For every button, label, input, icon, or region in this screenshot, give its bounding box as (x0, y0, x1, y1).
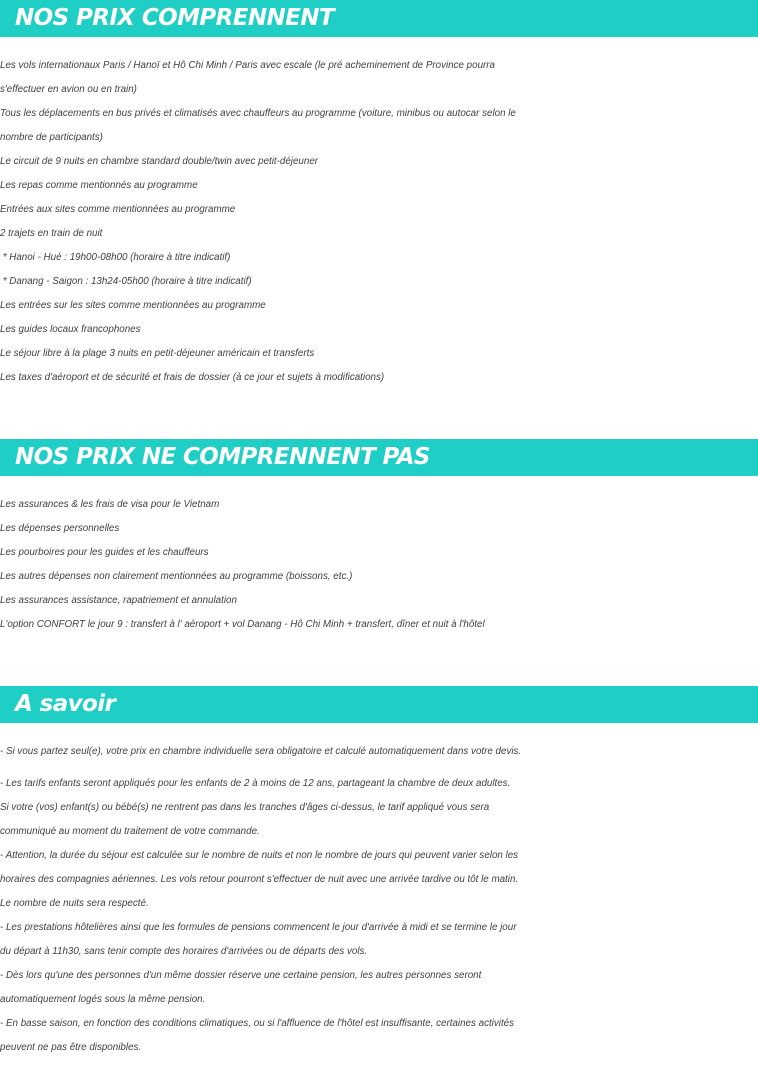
list-item: s'effectuer en avion ou en train) (0, 84, 137, 95)
list-item: Les pourboires pour les guides et les chauffeurs (0, 547, 209, 558)
list-item: - En basse saison, en fonction des conditions climatiques, ou si l'affluence de l'hôtel est insuffisante, certaines activités (0, 1018, 515, 1029)
info-section-title: A savoir (0, 686, 758, 723)
list-item: communiqué au moment du traitement de votre commande. (0, 826, 260, 837)
excluded-list (0, 493, 758, 637)
list-item: L'option CONFORT le jour 9 : transfert à l' aéroport + vol Danang - Hô Chi Minh + transfert, dîner et nuit à l'hôtel (0, 619, 485, 630)
list-item: - Attention, la durée du séjour est calculée sur le nombre de nuits et non le nombre de jours qui peuvent varier selon les (0, 850, 519, 861)
list-item: 2 trajets en train de nuit (0, 228, 103, 239)
list-item: peuvent ne pas être disponibles. (0, 1042, 142, 1053)
list-item: Les vols internationaux Paris / Hanoï et Hô Chi Minh / Paris avec escale (le pré acheminement de Province pourra (0, 60, 495, 71)
list-item: nombre de participants) (0, 132, 103, 143)
included-list (0, 54, 758, 390)
excluded-section-title: NOS PRIX NE COMPRENNENT PAS (0, 439, 758, 476)
list-item: * Danang - Saigon : 13h24-05h00 (horaire à titre indicatif) (0, 276, 252, 287)
list-item: Le séjour libre à la plage 3 nuits en petit-déjeuner américain et transferts (0, 348, 315, 359)
list-item: Si votre (vos) enfant(s) ou bébé(s) ne rentrent pas dans les tranches d'âges ci-dessus, le tarif appliqué vous sera (0, 802, 490, 813)
list-item: - Dès lors qu'une des personnes d'un même dossier réserve une certaine pension, les autres personnes seront (0, 970, 482, 981)
list-item: Les dépenses personnelles (0, 523, 120, 534)
list-item: Le circuit de 9 nuits en chambre standard double/twin avec petit-déjeuner (0, 156, 319, 167)
list-item: Les repas comme mentionnés au programme (0, 180, 198, 191)
list-item: horaires des compagnies aériennes. Les vols retour pourront s'effectuer de nuit avec une arrivée tardive ou tôt le matin. (0, 874, 519, 885)
included-section-title: NOS PRIX COMPRENNENT (0, 0, 758, 37)
list-item: automatiquement logés sous la même pension. (0, 994, 206, 1005)
list-item: - Si vous partez seul(e), votre prix en chambre individuelle sera obligatoire et calculé automatiquement dans votre devis. (0, 746, 522, 757)
list-item: Les assurances & les frais de visa pour le Vietnam (0, 499, 220, 510)
list-item: - Les prestations hôtelières ainsi que les formules de pensions commencent le jour d'arrivée à midi et se termine le jour (0, 922, 517, 933)
list-item: Les autres dépenses non clairement mentionnées au programme (boissons, etc.) (0, 571, 353, 582)
list-item: - Les tarifs enfants seront appliqués pour les enfants de 2 à moins de 12 ans, partageant la chambre de deux adultes. (0, 778, 511, 789)
list-item: du départ à 11h30, sans tenir compte des horaires d'arrivées ou de départs des vols. (0, 946, 368, 957)
list-item: Les guides locaux francophones (0, 324, 141, 335)
list-item: Les taxes d'aéroport et de sécurité et frais de dossier (à ce jour et sujets à modifications) (0, 372, 385, 383)
list-item: Les entrées sur les sites comme mentionnées au programme (0, 300, 266, 311)
list-item: Le nombre de nuits sera respecté. (0, 898, 149, 909)
list-item: * Hanoi - Hué : 19h00-08h00 (horaire à titre indicatif) (0, 252, 231, 263)
info-list (0, 740, 758, 1060)
list-item: Tous les déplacements en bus privés et climatisés avec chauffeurs au programme (voiture, minibus ou autocar selon le (0, 108, 516, 119)
list-item: Entrées aux sites comme mentionnées au programme (0, 204, 236, 215)
list-item: Les assurances assistance, rapatriement et annulation (0, 595, 237, 606)
